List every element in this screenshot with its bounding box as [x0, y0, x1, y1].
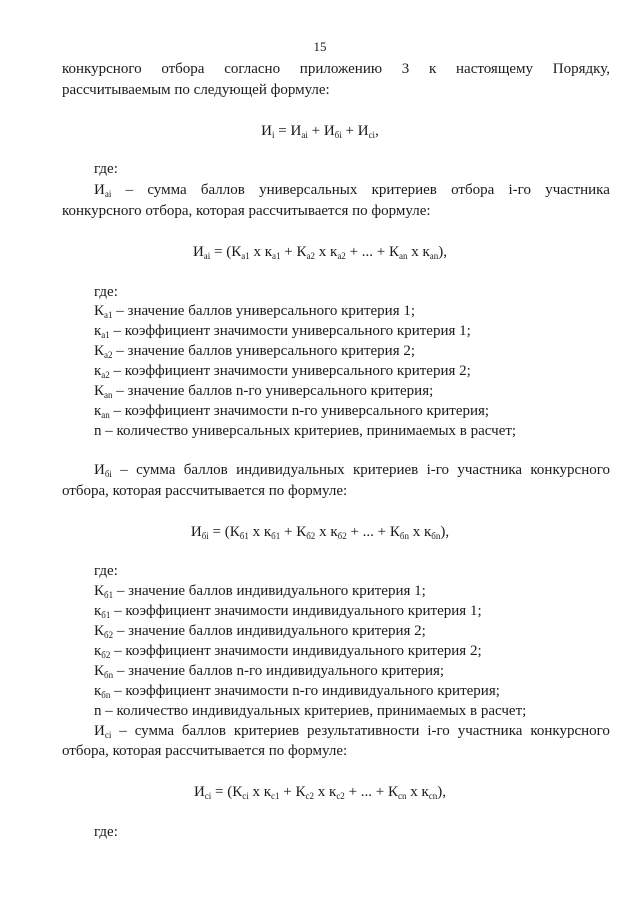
results-line-2: отбора, которая рассчитывается по формуле: — [62, 743, 348, 759]
word: критериев — [233, 723, 300, 739]
definition-line: $к_{б2}$ – коэффициент значимости индивидуального критерия 2; — [94, 643, 482, 660]
word: конкурсного — [62, 61, 142, 77]
formula-universal: $И_{аi} = (К_{а1}$ х $к_{а1} + К_{а2}$ х $к_{а2}$ + ... + $К_{аn}$ х $к_{аn}$), — [192, 244, 448, 261]
word: баллов — [181, 723, 226, 739]
word: баллов — [183, 462, 228, 478]
word: Порядку, — [552, 61, 610, 77]
word: сумма — [147, 182, 187, 198]
word: индивидуальных — [236, 462, 345, 478]
word: согласно — [224, 61, 281, 77]
word: универсальных — [259, 182, 358, 198]
definition-line: $к_{бn}$ – коэффициент значимости n-го индивидуального критерия; — [94, 683, 500, 700]
word: i-го — [508, 182, 531, 198]
definition-line: $К_{б1}$ – значение баллов индивидуального критерия 1; — [94, 583, 426, 600]
definition-line: $К_{б2}$ – значение баллов индивидуального критерия 2; — [94, 623, 426, 640]
word: участника — [457, 462, 523, 478]
where-label: где: — [94, 563, 118, 579]
word: к — [429, 61, 437, 77]
word: сумма — [136, 462, 176, 478]
definition-line: $К_{а2}$ – значение баллов универсального критерия 2; — [94, 343, 416, 360]
definition-line: $к_{аn}$ – коэффициент значимости n-го универсального критерия; — [94, 403, 490, 420]
symbol: $И_{аi}$ — [94, 182, 112, 199]
word: критериев — [371, 182, 437, 198]
word: сумма — [134, 723, 174, 739]
symbol: $И_{сi}$ — [94, 723, 112, 740]
definition-line: $к_{б1}$ – коэффициент значимости индивидуального критерия 1; — [94, 603, 482, 620]
word: 3 — [401, 61, 410, 77]
formula-results: $И_{сi} = (К_{сi}$ х $к_{с1} + К_{с2}$ х $к_{с2}$ + ... + $К_{сn}$ х $к_{сn}$), — [193, 784, 447, 801]
word: участника — [545, 182, 610, 198]
definition-line: $К_{аn}$ – значение баллов n-го универсального критерия; — [94, 383, 434, 400]
word: отбора — [161, 61, 205, 77]
word: конкурсного — [530, 723, 610, 739]
definition-line: $к_{а2}$ – коэффициент значимости универсального критерия 2; — [94, 363, 471, 380]
individual-line-2: отбора, которая рассчитывается по формуле: — [62, 483, 348, 499]
word: – — [120, 462, 128, 478]
word: i-го — [426, 462, 450, 478]
definition-line: $к_{а1}$ – коэффициент значимости универсального критерия 1; — [94, 323, 471, 340]
where-label: где: — [94, 824, 118, 840]
intro-line-1 — [62, 60, 610, 78]
word: i-го — [427, 723, 450, 739]
definition-line: $К_{а1}$ – значение баллов универсального критерия 1; — [94, 303, 416, 320]
universal-line-1 — [94, 181, 610, 199]
where-label: где: — [94, 161, 118, 177]
word: баллов — [200, 182, 245, 198]
symbol: $И_{бi}$ — [94, 462, 112, 479]
word: отбора — [451, 182, 495, 198]
word: – — [119, 723, 127, 739]
word: приложению — [299, 61, 383, 77]
formula-total: $И_i = И_{аi} + И_{бi} + И_{сi}$, — [261, 123, 379, 140]
intro-line-2: рассчитываемым по следующей формуле: — [62, 82, 330, 98]
where-label: где: — [94, 284, 118, 300]
page-number-text: 15 — [313, 39, 327, 54]
definition-line: n – количество индивидуальных критериев, принимаемых в расчет; — [94, 703, 527, 719]
word: настоящему — [456, 61, 534, 77]
definition-line: n – количество универсальных критериев, принимаемых в расчет; — [94, 423, 517, 439]
word: критериев — [352, 462, 419, 478]
word: результативности — [307, 723, 420, 739]
page-number — [0, 38, 640, 56]
results-line-1 — [94, 722, 610, 740]
universal-line-2: конкурсного отбора, которая рассчитывается по формуле: — [62, 203, 431, 219]
word: участника — [457, 723, 523, 739]
word: – — [125, 182, 134, 198]
word: конкурсного — [530, 462, 610, 478]
individual-line-1 — [94, 461, 610, 479]
definition-line: $К_{бn}$ – значение баллов n-го индивидуального критерия; — [94, 663, 445, 680]
formula-individual: $И_{бi} = (К_{б1}$ х $к_{б1} + К_{б2}$ х $к_{б2}$ + ... + $К_{бn}$ х $к_{бn}$), — [190, 524, 450, 541]
